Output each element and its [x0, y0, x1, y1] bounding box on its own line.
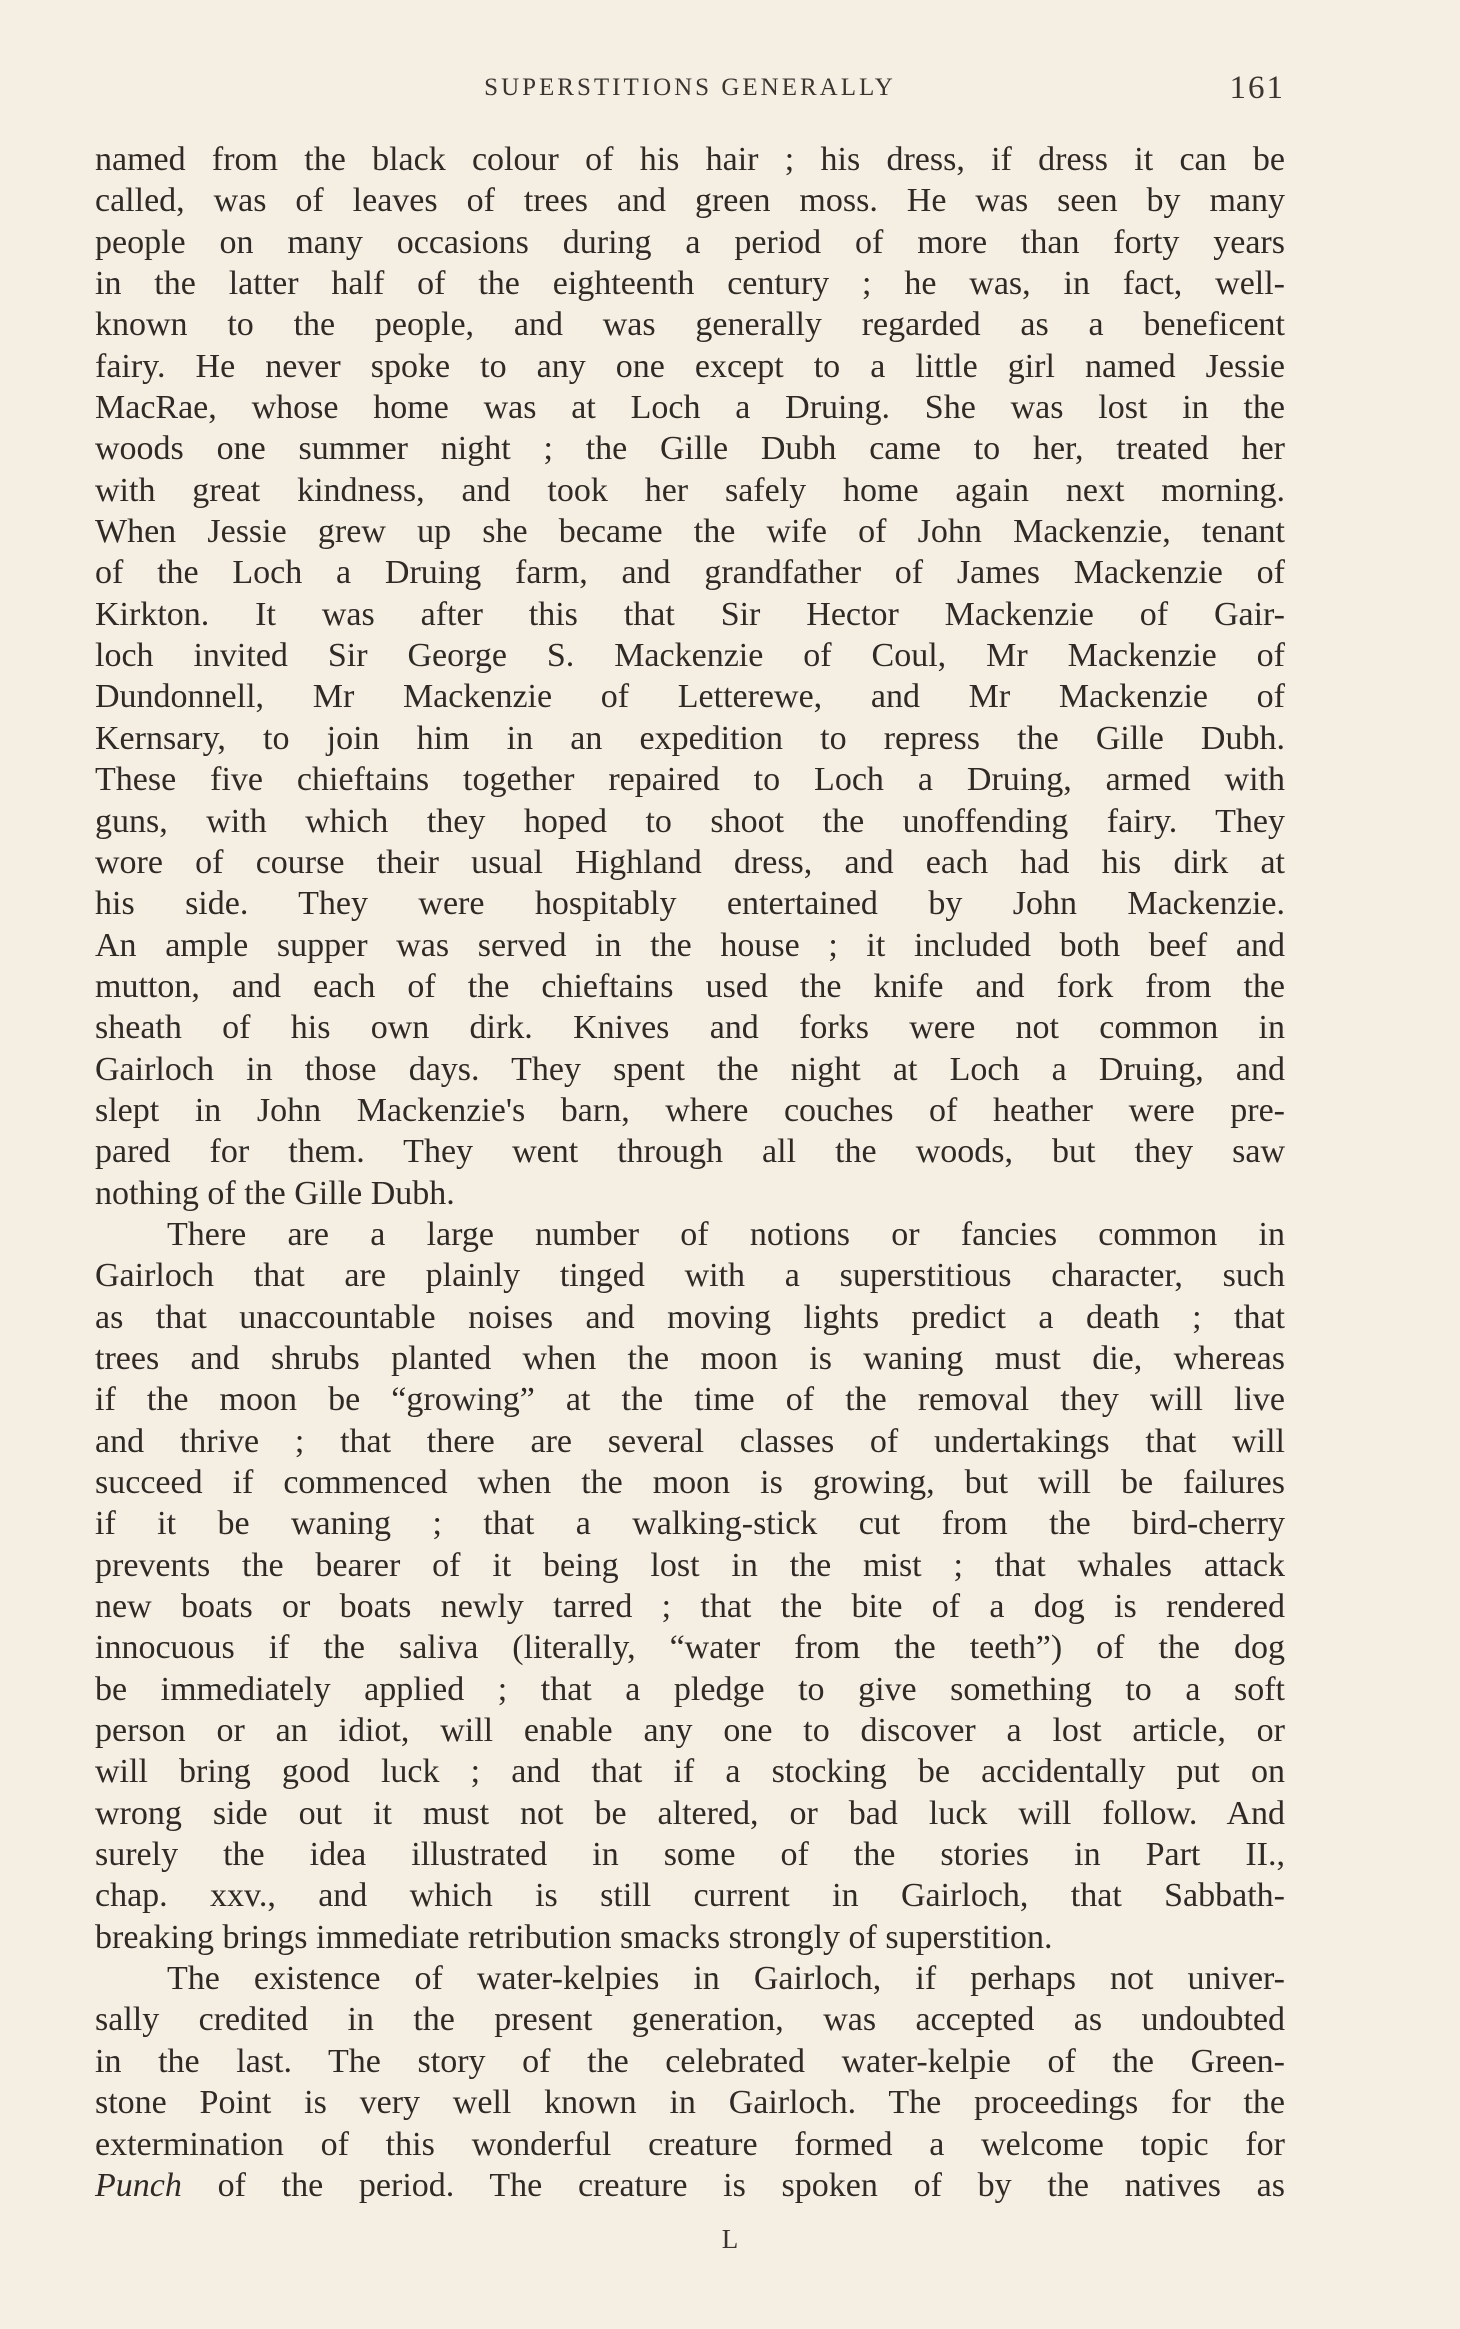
text-line: new boats or boats newly tarred ; that the bite of a dog is rendered — [95, 1588, 1285, 1626]
text-line: as that unaccountable noises and moving lights predict a death ; that — [95, 1298, 1285, 1336]
text-line: trees and shrubs planted when the moon is waning must die, whereas — [95, 1339, 1285, 1377]
running-title: SUPERSTITIONS GENERALLY — [484, 74, 896, 101]
text-line: These five chieftains together repaired to Loch a Druing, armed with — [95, 761, 1285, 799]
text-line: succeed if commenced when the moon is growing, but will be failures — [95, 1464, 1285, 1501]
text-line: extermination of this wonderful creature formed a welcome topic for — [95, 2125, 1285, 2163]
text-line: wore of course their usual Highland dress, and each had his dirk at — [95, 843, 1285, 881]
text-line: There are a large number of notions or fancies common in — [167, 1215, 1285, 1253]
text-line: wrong side out it must not be altered, or bad luck will follow. And — [95, 1794, 1285, 1832]
text-line: called, was of leaves of trees and green moss. He was seen by many — [95, 182, 1285, 220]
text-line: and thrive ; that there are several classes of undertakings that will — [95, 1422, 1285, 1460]
text-line: prevents the bearer of it being lost in the mist ; that whales attack — [95, 1546, 1285, 1584]
italic-title: Punch — [95, 2166, 182, 2204]
text-line-rest: of the period. The creature is spoken of by the natives as — [181, 2166, 1285, 2204]
signature-mark: L — [721, 2224, 739, 2254]
text-line: Kirkton. It was after this that Sir Hector Mackenzie of Gair- — [95, 595, 1285, 633]
text-line: slept in John Mackenzie's barn, where couches of heather were pre- — [95, 1091, 1285, 1129]
text-line: in the last. The story of the celebrated water-kelpie of the Green- — [95, 2042, 1285, 2080]
paragraph — [95, 1958, 1285, 2206]
text-line: stone Point is very well known in Gairloch. The proceedings for the — [95, 2084, 1285, 2122]
text-line: be immediately applied ; that a pledge to give something to a soft — [95, 1670, 1285, 1708]
text-line: his side. They were hospitably entertained by John Mackenzie. — [95, 885, 1285, 923]
body-text — [95, 139, 1285, 2206]
text-line — [95, 2165, 1285, 2206]
text-line: woods one summer night ; the Gille Dubh came to her, treated her — [95, 430, 1285, 468]
text-line: MacRae, whose home was at Loch a Druing. She was lost in the — [95, 389, 1285, 427]
text-line: person or an idiot, will enable any one to discover a lost article, or — [95, 1712, 1285, 1750]
text-line: guns, with which they hoped to shoot the unoffending fairy. They — [95, 802, 1285, 840]
text-line: innocuous if the saliva (literally, “water from the teeth”) of the dog — [95, 1629, 1285, 1667]
text-line: breaking brings immediate retribution smacks strongly of superstition. — [95, 1918, 1053, 1956]
text-line: fairy. He never spoke to any one except to a little girl named Jessie — [95, 347, 1285, 385]
page-number: 161 — [1229, 70, 1285, 106]
text-line: known to the people, and was generally regarded as a beneficent — [95, 306, 1285, 344]
text-line: named from the black colour of his hair ; his dress, if dress it can be — [95, 141, 1285, 178]
text-line: Gairloch in those days. They spent the night at Loch a Druing, and — [95, 1050, 1285, 1088]
text-line: Gairloch that are plainly tinged with a superstitious character, such — [95, 1257, 1285, 1295]
text-line: people on many occasions during a period of more than forty years — [95, 223, 1285, 261]
text-line: Dundonnell, Mr Mackenzie of Letterewe, and Mr Mackenzie of — [95, 678, 1285, 716]
text-line: mutton, and each of the chieftains used the knife and fork from the — [95, 967, 1285, 1005]
text-line: sheath of his own dirk. Knives and forks were not common in — [95, 1009, 1285, 1047]
text-line: in the latter half of the eighteenth century ; he was, in fact, well- — [95, 265, 1285, 303]
text-line: An ample supper was served in the house ; it included both beef and — [95, 926, 1285, 964]
running-head — [95, 70, 1285, 110]
text-line: sally credited in the present generation, was accepted as undoubted — [95, 2001, 1285, 2039]
text-line: chap. xxv., and which is still current in Gairloch, that Sabbath- — [95, 1877, 1285, 1915]
text-line: if it be waning ; that a walking-stick cut from the bird-cherry — [95, 1505, 1285, 1543]
paragraph — [95, 1214, 1285, 1958]
text-line: pared for them. They went through all the woods, but they saw — [95, 1133, 1285, 1171]
text-line: nothing of the Gille Dubh. — [95, 1174, 455, 1212]
text-line: will bring good luck ; and that if a stocking be accidentally put on — [95, 1753, 1285, 1791]
text-line: if the moon be “growing” at the time of the removal they will live — [95, 1381, 1285, 1419]
text-line: The existence of water-kelpies in Gairloch, if perhaps not univer- — [167, 1960, 1285, 1998]
text-line: of the Loch a Druing farm, and grandfather of James Mackenzie of — [95, 554, 1285, 592]
text-line: with great kindness, and took her safely home again next morning. — [95, 471, 1285, 509]
paragraph — [95, 139, 1285, 1214]
text-line: When Jessie grew up she became the wife of John Mackenzie, tenant — [95, 513, 1285, 551]
text-line: loch invited Sir George S. Mackenzie of Coul, Mr Mackenzie of — [95, 637, 1285, 675]
text-line: Kernsary, to join him in an expedition to repress the Gille Dubh. — [95, 719, 1285, 757]
text-line: surely the idea illustrated in some of the stories in Part II., — [95, 1836, 1285, 1874]
